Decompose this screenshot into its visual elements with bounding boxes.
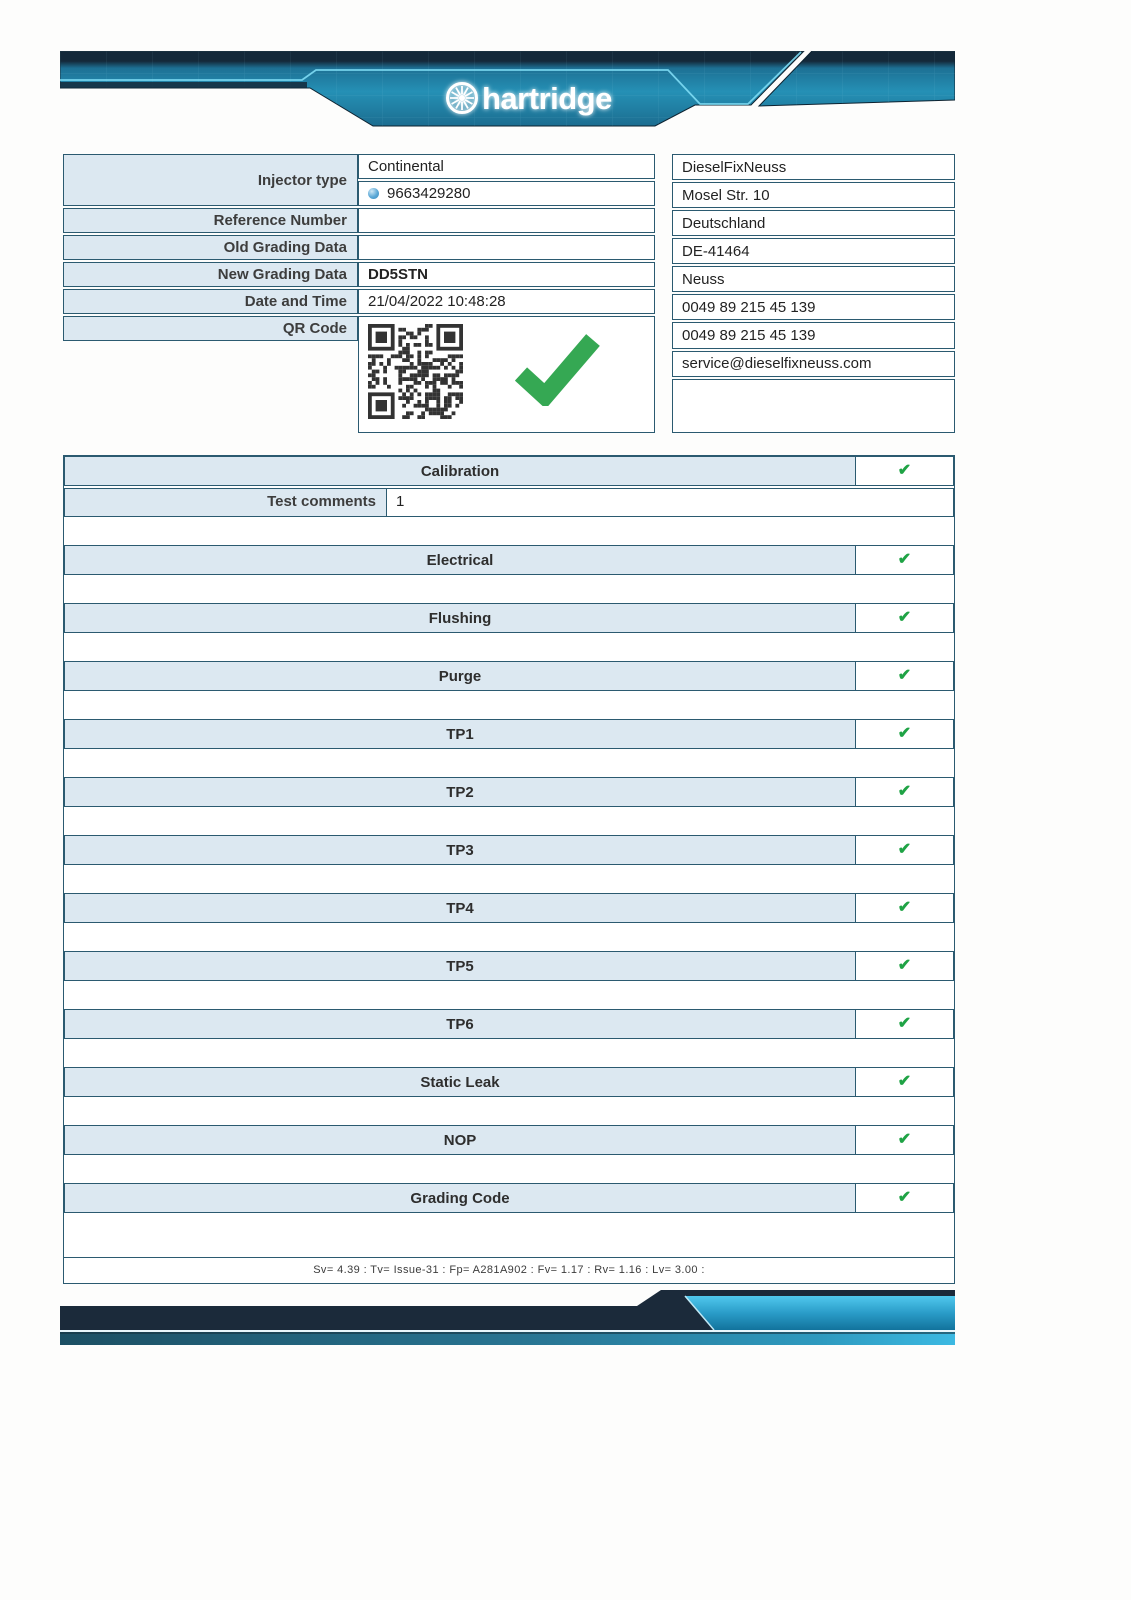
section-row [64, 835, 954, 865]
date-time-value: 21/04/2022 10:48:28 [358, 289, 655, 314]
section-label: TP6 [65, 1010, 856, 1038]
workshop-phone-1: 0049 89 215 45 139 [672, 294, 955, 320]
pass-check-icon: ✔ [897, 783, 912, 800]
test-comments-row [64, 488, 954, 517]
section-row [64, 893, 954, 923]
pass-check-cell [856, 604, 953, 632]
workshop-email: service@dieselfixneuss.com [672, 351, 955, 377]
footer-banner-graphic [60, 1286, 955, 1348]
header-banner-graphic [60, 51, 955, 129]
pass-check-cell [856, 778, 953, 806]
part-number-value: 9663429280 [387, 185, 471, 202]
section-label: Flushing [65, 604, 856, 632]
section-unit [64, 661, 954, 719]
pass-check-icon: ✔ [897, 609, 912, 626]
empty-spacer-cell [63, 343, 358, 433]
row-spacer [64, 981, 954, 1009]
section-row [64, 661, 954, 691]
pass-check-icon: ✔ [897, 725, 912, 742]
part-number-icon [368, 188, 379, 199]
section-row-calibration [64, 456, 954, 486]
row-spacer [64, 865, 954, 893]
row-spacer [64, 923, 954, 951]
row-spacer [64, 1241, 954, 1257]
injector-type-label: Injector type [63, 154, 358, 206]
pass-check-icon: ✔ [897, 462, 912, 479]
row-spacer [64, 633, 954, 661]
pass-check-cell [856, 1010, 953, 1038]
section-unit [64, 719, 954, 777]
workshop-empty-cell [672, 379, 955, 433]
old-grading-label: Old Grading Data [63, 235, 358, 260]
section-label: Static Leak [65, 1068, 856, 1096]
section-unit [64, 603, 954, 661]
brand-wheel-icon [448, 84, 477, 113]
section-label: Electrical [65, 546, 856, 574]
section-row [64, 1183, 954, 1213]
section-label: TP3 [65, 836, 856, 864]
reference-number-value [358, 208, 655, 233]
section-unit [64, 777, 954, 835]
pass-check-cell [856, 720, 953, 748]
pass-check-cell [856, 952, 953, 980]
section-row [64, 777, 954, 807]
workshop-phone-2: 0049 89 215 45 139 [672, 322, 955, 348]
injector-info-table [63, 152, 655, 435]
pass-check-icon: ✔ [897, 841, 912, 858]
section-row [64, 1067, 954, 1097]
section-unit [64, 545, 954, 603]
section-unit [64, 951, 954, 1009]
version-info: Sv= 4.39 : Tv= Issue-31 : Fp= A281A902 : Fv= 1.17 : Rv= 1.16 : Lv= 3.00 : [64, 1257, 954, 1283]
section-label: NOP [65, 1126, 856, 1154]
pass-check-cell [856, 1184, 953, 1212]
pass-check-icon: ✔ [897, 1189, 912, 1206]
section-unit [64, 893, 954, 951]
section-unit [64, 1009, 954, 1067]
section-unit [64, 1125, 954, 1183]
brand-text: hartridge [482, 81, 612, 116]
workshop-city: Neuss [672, 266, 955, 292]
pass-check-icon: ✔ [897, 551, 912, 568]
workshop-street: Mosel Str. 10 [672, 182, 955, 208]
pass-check-icon: ✔ [897, 1131, 912, 1148]
section-row [64, 719, 954, 749]
section-row [64, 1009, 954, 1039]
row-spacer [64, 1155, 954, 1183]
section-unit [64, 835, 954, 893]
test-results-table [63, 455, 955, 1284]
workshop-country: Deutschland [672, 210, 955, 236]
test-comments-label: Test comments [65, 489, 387, 516]
pass-check-cell [856, 894, 953, 922]
pass-check-cell [856, 1126, 953, 1154]
row-spacer [64, 1039, 954, 1067]
footer-banner [60, 1286, 955, 1348]
pass-check-icon: ✔ [897, 899, 912, 916]
reference-number-label: Reference Number [63, 208, 358, 233]
section-row [64, 1125, 954, 1155]
section-row [64, 545, 954, 575]
qr-code-image [368, 324, 463, 419]
section-label: Grading Code [65, 1184, 856, 1212]
row-spacer [64, 691, 954, 719]
big-check-icon [513, 332, 601, 406]
section-label: TP4 [65, 894, 856, 922]
workshop-postcode: DE-41464 [672, 238, 955, 264]
pass-check-icon: ✔ [897, 1015, 912, 1032]
row-spacer [64, 1097, 954, 1125]
section-unit [64, 1067, 954, 1125]
pass-check-cell [856, 457, 953, 485]
workshop-address-table [672, 152, 955, 435]
row-spacer [64, 1213, 954, 1241]
info-section [63, 152, 955, 435]
workshop-name: DieselFixNeuss [672, 154, 955, 180]
pass-check-cell [856, 1068, 953, 1096]
injector-make-value: Continental [358, 154, 655, 179]
section-rows-container [64, 545, 954, 1241]
row-spacer [64, 575, 954, 603]
new-grading-value: DD5STN [358, 262, 655, 287]
section-label: Purge [65, 662, 856, 690]
section-label: Calibration [65, 457, 856, 485]
section-row [64, 603, 954, 633]
section-label: TP1 [65, 720, 856, 748]
header-banner [60, 51, 955, 129]
pass-check-cell [856, 546, 953, 574]
row-spacer [64, 517, 954, 545]
date-time-label: Date and Time [63, 289, 358, 314]
row-spacer [64, 807, 954, 835]
pass-check-icon: ✔ [897, 957, 912, 974]
test-comments-value: 1 [387, 489, 953, 516]
section-row [64, 951, 954, 981]
qr-code-label: QR Code [63, 316, 358, 341]
pass-check-icon: ✔ [897, 1073, 912, 1090]
section-label: TP2 [65, 778, 856, 806]
row-spacer [64, 749, 954, 777]
pass-check-cell [856, 662, 953, 690]
section-unit [64, 1183, 954, 1241]
new-grading-label: New Grading Data [63, 262, 358, 287]
old-grading-value [358, 235, 655, 260]
section-label: TP5 [65, 952, 856, 980]
pass-check-icon: ✔ [897, 667, 912, 684]
pass-check-cell [856, 836, 953, 864]
